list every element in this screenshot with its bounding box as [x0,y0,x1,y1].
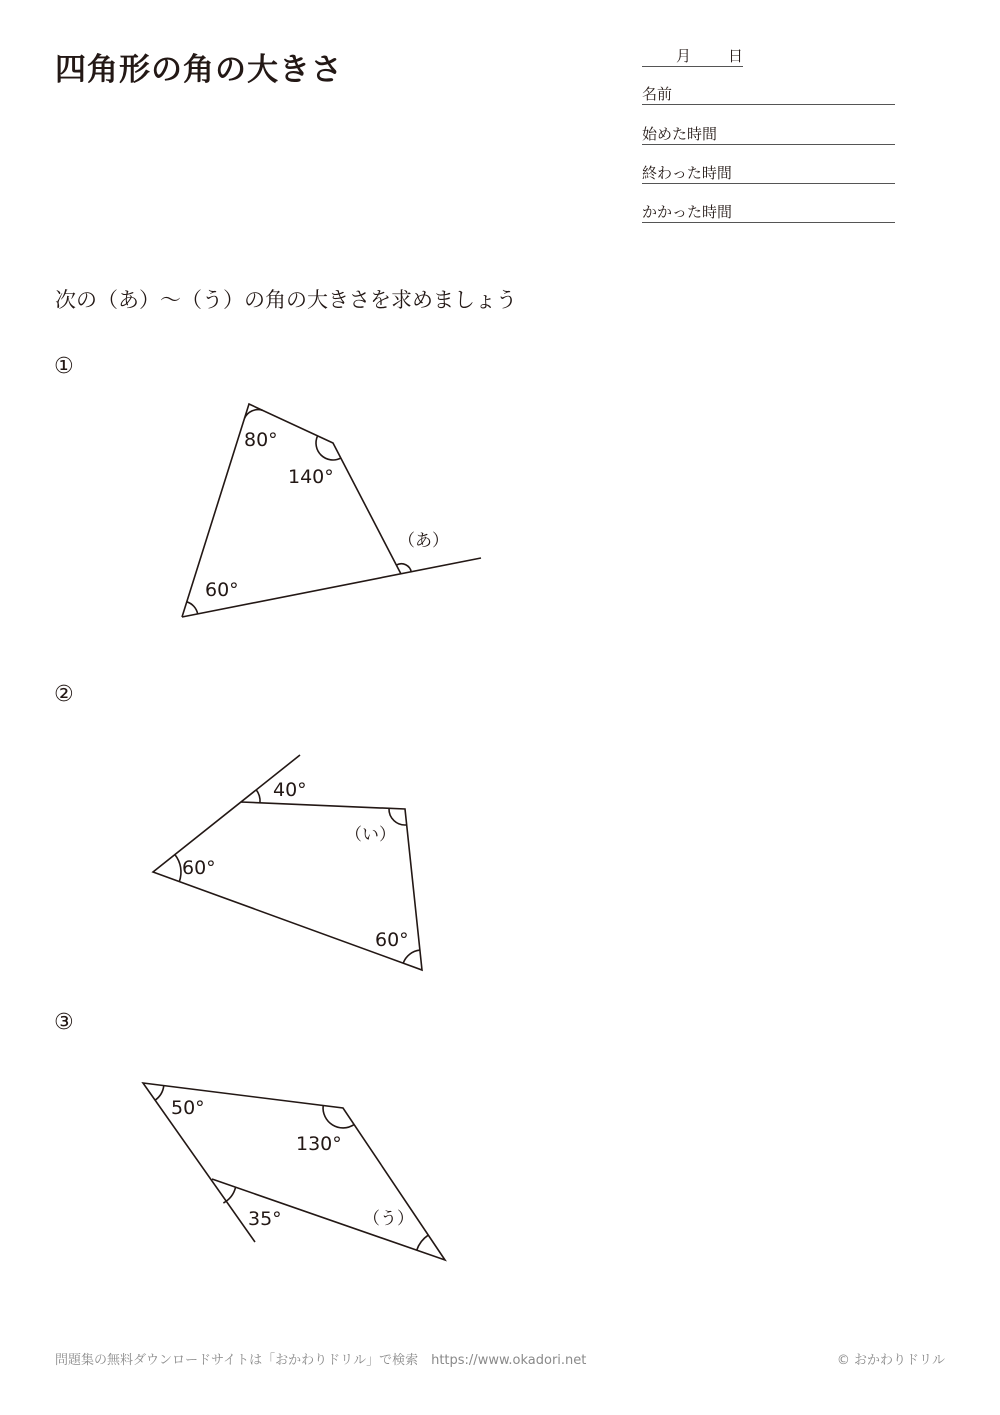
problem-2-number: ② [54,682,74,707]
angle-arc-1-bottom-left [187,602,198,614]
footer-site-note: 問題集の無料ダウンロードサイトは「おかわりドリル」で検索 https://www.okadori.net [55,1353,587,1368]
angle-label-3-top-right: 130° [296,1133,342,1155]
unknown-angle-label-u: （う） [363,1209,414,1229]
month-label: 月 [676,47,692,65]
angle-label-2-left: 60° [182,857,216,879]
angle-label-1-right-top: 140° [288,466,334,488]
elapsed-time-label: かかった時間 [642,203,733,221]
day-label: 日 [728,47,744,65]
page-title: 四角形の角の大きさ [55,52,343,88]
angle-arc-3-top-left [155,1086,164,1101]
angle-arc-2-exterior [256,790,260,803]
angle-arc-2-unknown [389,808,407,825]
problem-1-number: ① [54,354,74,379]
angle-label-3-exterior: 35° [248,1208,282,1230]
angle-arc-1-right-top [316,436,341,460]
angle-arc-2-left [175,855,181,882]
angle-arc-2-bottom-right [403,950,420,963]
instruction-text: 次の（あ）～（う）の角の大きさを求めましょう [55,288,517,312]
problem-3-number: ③ [54,1010,74,1035]
end-time-label: 終わった時間 [642,164,732,182]
unknown-angle-label-i: （い） [345,825,396,845]
footer-copyright: © おかわりドリル [836,1353,945,1368]
angle-arc-3-unknown [417,1235,429,1250]
angle-label-3-top-left: 50° [171,1097,205,1119]
name-label: 名前 [642,85,673,103]
start-time-label: 始めた時間 [642,125,718,143]
angle-label-2-bottom-right: 60° [375,929,409,951]
angle-label-2-exterior: 40° [273,779,307,801]
angle-label-1-top: 80° [244,429,278,451]
unknown-angle-label-a: （あ） [398,531,449,551]
angle-label-1-bottom-left: 60° [205,579,239,601]
